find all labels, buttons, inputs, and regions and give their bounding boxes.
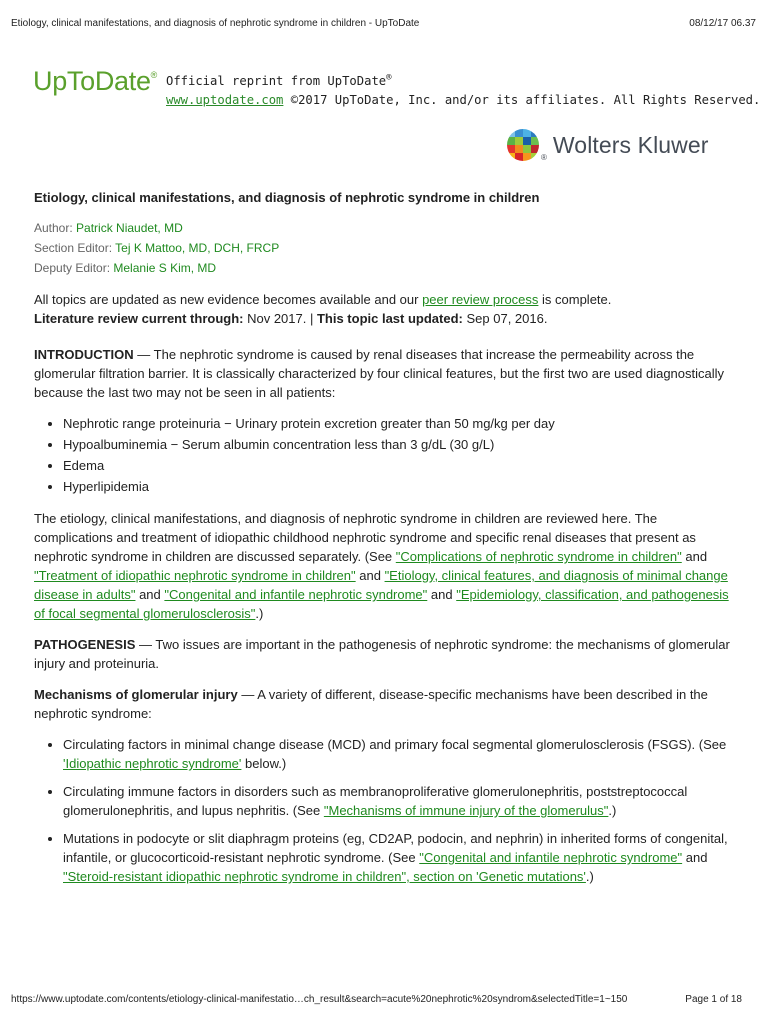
treatment-link[interactable]: "Treatment of idiopathic nephrotic syndrome in children" xyxy=(34,568,356,583)
reprint-mark: ® xyxy=(386,73,392,83)
author-link[interactable]: Patrick Niaudet, MD xyxy=(76,221,183,235)
steroid-resistant-link[interactable]: "Steroid-resistant idiopathic nephrotic syndrome in children", section on 'Genetic mutations' xyxy=(63,869,586,884)
list-item: • Edema xyxy=(63,456,734,475)
section-editor-link[interactable]: Tej K Mattoo, MD, DCH, FRCP xyxy=(115,241,280,255)
uptodate-url-link[interactable]: www.uptodate.com xyxy=(166,93,284,108)
section-editor-label: Section Editor: xyxy=(34,241,113,255)
mechanisms-heading: Mechanisms of glomerular injury xyxy=(34,687,238,702)
mechanisms-list xyxy=(34,735,734,886)
last-updated-label: This topic last updated: xyxy=(316,311,463,326)
mcd-adults-link[interactable]: "Etiology, clinical features, and diagnosis of minimal change disease in adults" xyxy=(34,568,728,602)
print-footer xyxy=(11,994,742,1005)
reprint-notice xyxy=(166,69,760,110)
print-header-title: Etiology, clinical manifestations, and diagnosis of nephrotic syndrome in children - UpToDate xyxy=(11,18,420,29)
footer-url: https://www.uptodate.com/contents/etiology-clinical-manifestatio…ch_result&search=acute%20nephrotic%20syndrom&selectedTitle=1~150 xyxy=(11,994,628,1005)
deputy-editor-link[interactable]: Melanie S Kim, MD xyxy=(113,261,217,275)
rights-text: ©2017 UpToDate, Inc. and/or its affiliates. All Rights Reserved. xyxy=(283,93,761,108)
lit-review-label: Literature review current through: xyxy=(34,311,244,326)
list-item: • Hypoalbuminemia − Serum albumin concentration less than 3 g/dL (30 g/L) xyxy=(63,435,734,454)
author-label: Author: xyxy=(34,221,73,235)
article xyxy=(34,190,734,895)
peer-review-link[interactable]: peer review process xyxy=(422,292,539,307)
print-header xyxy=(11,18,756,29)
list-item: • Mutations in podocyte or slit diaphragm proteins (eg, CD2AP, podocin, and nephrin) in inherited forms of congenital, infantile, or glucocorticoid-resistant nephrotic syndrome. (See "Congenital and infantile nephrotic syndrome" and "Steroid-resistant idiopathic nephrotic syndrome in children", section on 'Genetic mutations'.) xyxy=(63,829,734,886)
list-item: • Nephrotic range proteinuria − Urinary protein excretion greater than 50 mg/kg per day xyxy=(63,414,734,433)
uptodate-logo[interactable] xyxy=(33,66,157,97)
fsgs-link[interactable]: "Epidemiology, classification, and pathogenesis of focal segmental glomerulosclerosis" xyxy=(34,587,729,621)
list-item: • Circulating immune factors in disorders such as membranoproliferative glomerulonephritis, poststreptococcal glomerulonephritis, and lupus nephritis. (See "Mechanisms of immune injury of the glomerulus".) xyxy=(63,782,734,820)
logo-text: UpToDate xyxy=(33,66,151,96)
reprint-line: Official reprint from UpToDate xyxy=(166,74,387,89)
congenital-infantile-link[interactable]: "Congenital and infantile nephrotic syndrome" xyxy=(419,850,683,865)
pathogenesis-heading: PATHOGENESIS xyxy=(34,637,136,652)
logo-mark: ® xyxy=(150,70,158,80)
idiopathic-link[interactable]: 'Idiopathic nephrotic syndrome' xyxy=(63,756,242,771)
print-header-datetime: 08/12/17 06.37 xyxy=(689,18,756,29)
article-title: Etiology, clinical manifestations, and diagnosis of nephrotic syndrome in children xyxy=(34,190,540,205)
feature-list xyxy=(34,414,734,496)
overview-paragraph: The etiology, clinical manifestations, and diagnosis of nephrotic syndrome in children are reviewed here. The complications and treatment of idiopathic childhood nephrotic syndrome and specific renal diseases that present as nephrotic syndrome in children are discussed separately. (See "Complications of nephrotic syndrome in children" and "Treatment of idiopathic nephrotic syndrome in children" and "Etiology, clinical features, and diagnosis of minimal change disease in adults" and "Congenital and infantile nephrotic syndrome" and "Epidemiology, classification, and pathogenesis of focal segmental glomerulosclerosis".) xyxy=(34,511,729,621)
page-number: Page 1 of 18 xyxy=(685,994,742,1005)
publisher-name: Wolters Kluwer xyxy=(552,131,709,158)
introduction-heading: INTRODUCTION xyxy=(34,347,134,362)
list-item: • Hyperlipidemia xyxy=(63,477,734,496)
update-notice: All topics are updated as new evidence becomes available and our peer review process is complete. Literature review current through: Nov 2017. | This topic last updated: Sep 07, 2016. xyxy=(34,292,612,326)
wolters-kluwer-mosaic-icon xyxy=(506,128,540,162)
congenital-link[interactable]: "Congenital and infantile nephrotic syndrome" xyxy=(164,587,428,602)
article-credits xyxy=(34,218,734,278)
mechanisms-paragraph: Mechanisms of glomerular injury — A variety of different, disease-specific mechanisms have been described in the nephrotic syndrome: xyxy=(34,687,708,721)
immune-injury-link[interactable]: "Mechanisms of immune injury of the glomerulus" xyxy=(323,803,609,818)
pathogenesis-paragraph: PATHOGENESIS — Two issues are important in the pathogenesis of nephrotic syndrome: the mechanisms of glomerular injury and proteinuria. xyxy=(34,637,730,671)
publisher-mark: ® xyxy=(541,153,547,162)
list-item: • Circulating factors in minimal change disease (MCD) and primary focal segmental glomerulosclerosis (FSGS). (See 'Idiopathic nephrotic syndrome' below.) xyxy=(63,735,734,773)
wolters-kluwer-logo xyxy=(506,128,709,162)
complications-link[interactable]: "Complications of nephrotic syndrome in children" xyxy=(395,549,682,564)
deputy-editor-label: Deputy Editor: xyxy=(34,261,111,275)
introduction-paragraph: INTRODUCTION — The nephrotic syndrome is caused by renal diseases that increase the permeability across the glomerular filtration barrier. It is classically characterized by four clinical features, but the first two are used diagnostically because the last two may not be seen in all patients: xyxy=(34,347,725,400)
